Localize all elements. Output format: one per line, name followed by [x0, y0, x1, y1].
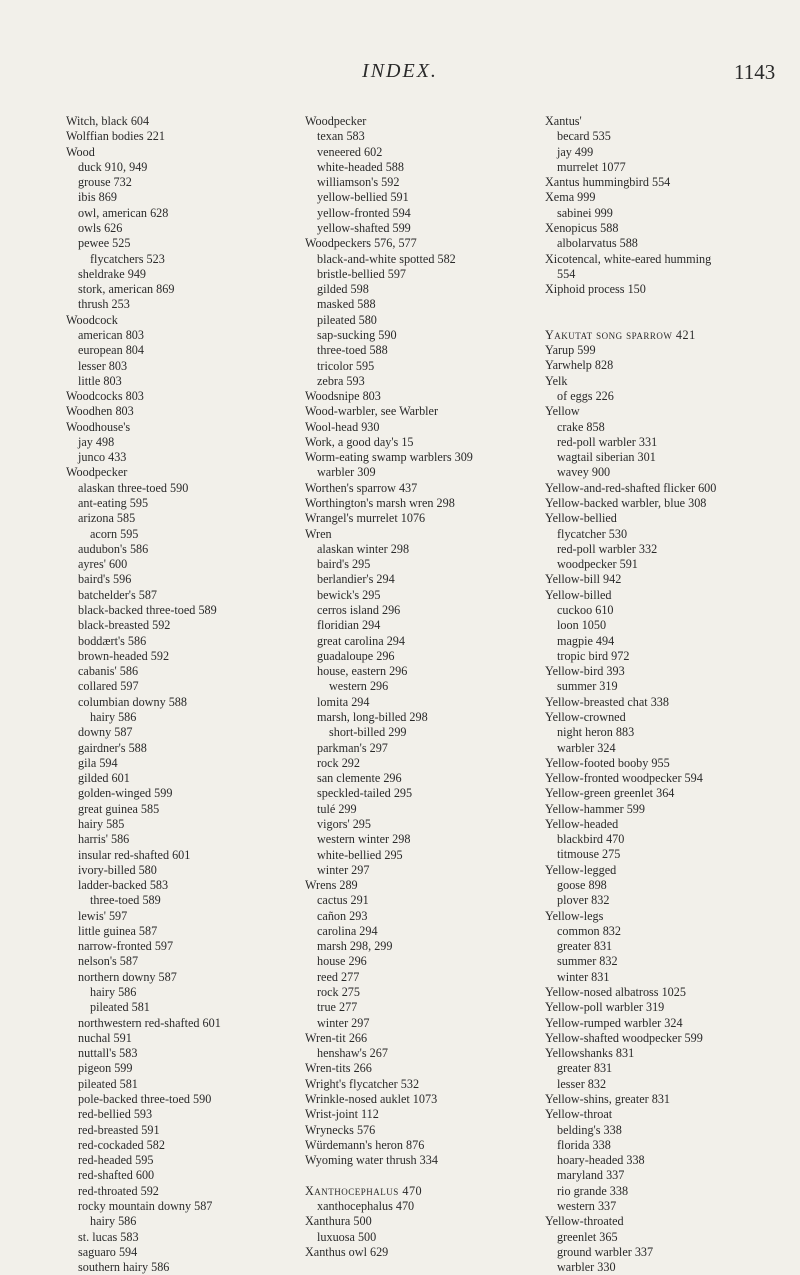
index-entry: narrow-fronted 597	[78, 939, 174, 954]
index-entry: Woodcock	[66, 312, 118, 327]
index-entry: Yellow-footed booby 955	[545, 755, 670, 770]
index-entry: red-breasted 591	[78, 1122, 160, 1137]
index-entry: summer 319	[557, 679, 618, 694]
index-entry: night heron 883	[557, 725, 635, 740]
index-entry: gairdner's 588	[78, 740, 147, 755]
index-entry: tricolor 595	[317, 358, 375, 373]
index-entry: pigeon 599	[78, 1061, 133, 1076]
index-entry: red-cockaded 582	[78, 1137, 165, 1152]
index-entry: yellow-shafted 599	[317, 220, 411, 235]
index-entry: columbian downy 588	[78, 694, 187, 709]
index-entry: rock 292	[317, 755, 360, 770]
index-entry: Woodsnipe 803	[305, 389, 381, 404]
index-entry: crake 858	[557, 419, 605, 434]
index-entry: european 804	[78, 343, 144, 358]
index-column-1	[66, 114, 308, 1275]
index-entry: Woodhen 803	[66, 404, 134, 419]
index-entry: flycatchers 523	[90, 251, 165, 266]
index-entry: black-backed three-toed 589	[78, 603, 217, 617]
index-entry: northern downy 587	[78, 969, 177, 984]
index-entry: Wool-head 930	[305, 419, 380, 434]
index-entry: belding's 338	[557, 1122, 622, 1137]
index-entry: collared 597	[78, 679, 139, 694]
index-entry: guadaloupe 296	[317, 648, 395, 663]
index-entry: Yellow	[545, 404, 580, 419]
index-entry: northwestern red-shafted 601	[78, 1015, 221, 1030]
index-entry: owls 626	[78, 220, 123, 235]
index-entry: Yellow-legs	[545, 908, 604, 923]
index-entry: Yellow-shafted woodpecker 599	[545, 1030, 703, 1045]
index-entry: Yellow-hammer 599	[545, 801, 645, 816]
running-title: INDEX.	[362, 60, 438, 82]
index-entry: Xanthura 500	[305, 1214, 372, 1229]
index-entry: white-headed 588	[317, 159, 404, 174]
index-entry: Wrens 289	[305, 878, 358, 893]
index-entry: hairy 585	[78, 816, 125, 831]
index-entry: of eggs 226	[557, 389, 614, 404]
index-entry: western winter 298	[317, 832, 411, 847]
index-entry: true 277	[317, 1000, 358, 1015]
index-entry: winter 297	[317, 862, 370, 877]
index-entry: Woodhouse's	[66, 419, 131, 434]
index-entry: Wrist-joint 112	[305, 1107, 379, 1122]
index-gap	[545, 297, 787, 312]
index-entry: Yellow-fronted woodpecker 594	[545, 771, 703, 786]
index-entry: alaskan winter 298	[317, 541, 410, 556]
index-entry: zebra 593	[317, 373, 365, 388]
index-entry: white-bellied 295	[317, 847, 403, 862]
index-entry: parkman's 297	[317, 740, 388, 755]
index-entry: Witch, black 604	[66, 114, 150, 128]
index-entry: Woodcocks 803	[66, 389, 144, 404]
index-entry: ibis 869	[78, 190, 117, 205]
index-entry: Wood	[66, 144, 95, 159]
index-entry: baird's 295	[317, 557, 371, 572]
index-entry: blackbird 470	[557, 832, 625, 847]
index-entry: greater 831	[557, 939, 613, 954]
index-entry: titmouse 275	[557, 847, 621, 862]
index-entry: house 296	[317, 954, 367, 969]
index-entry: Woodpecker	[305, 114, 367, 128]
index-entry: Worm-eating swamp warblers 309	[305, 450, 473, 465]
index-entry: Wood-warbler, see Warbler	[305, 404, 439, 419]
index-entry: audubon's 586	[78, 541, 149, 556]
index-entry: yellow-bellied 591	[317, 190, 409, 205]
index-entry: red-shafted 600	[78, 1168, 155, 1183]
index-entry: cabanis' 586	[78, 664, 139, 679]
index-entry: saguaro 594	[78, 1244, 138, 1259]
index-gap	[545, 313, 787, 328]
index-entry: batchelder's 587	[78, 587, 158, 602]
index-entry: Würdemann's heron 876	[305, 1137, 425, 1152]
index-entry: southern hairy 586	[78, 1260, 170, 1275]
index-entry: greenlet 365	[557, 1229, 618, 1244]
index-entry: maryland 337	[557, 1168, 625, 1183]
index-entry: florida 338	[557, 1137, 611, 1152]
index-entry: marsh 298, 299	[317, 939, 393, 954]
index-entry: henshaw's 267	[317, 1046, 388, 1061]
index-entry: Xema 999	[545, 190, 596, 205]
index-entry: hairy 586	[90, 1214, 137, 1229]
index-entry: house, eastern 296	[317, 664, 408, 679]
index-entry: rocky mountain downy 587	[78, 1198, 213, 1213]
index-entry: Yellow-poll warbler 319	[545, 1000, 665, 1015]
index-entry: stork, american 869	[78, 282, 175, 297]
page-number: 1143	[734, 60, 776, 84]
index-entry: great carolina 294	[317, 633, 405, 648]
index-entry: alaskan three-toed 590	[78, 480, 189, 495]
index-entry: luxuosa 500	[317, 1229, 377, 1244]
index-entry: Xenopicus 588	[545, 220, 619, 235]
index-entry: boddært's 586	[78, 633, 147, 648]
index-entry: summer 832	[557, 954, 618, 969]
index-entry: Wren-tits 266	[305, 1061, 372, 1076]
index-entry: little guinea 587	[78, 923, 158, 938]
index-entry: pileated 581	[90, 1000, 150, 1015]
index-entry: vigors' 295	[317, 816, 371, 831]
index-entry: ant-eating 595	[78, 496, 149, 511]
index-entry: insular red-shafted 601	[78, 847, 191, 862]
index-entry: lewis' 597	[78, 908, 128, 923]
index-entry: Woodpeckers 576, 577	[305, 236, 417, 251]
index-entry: american 803	[78, 327, 144, 342]
index-entry: brown-headed 592	[78, 648, 170, 663]
index-entry: cerros island 296	[317, 603, 401, 617]
index-entry: lesser 803	[78, 358, 128, 373]
index-entry: Xiphoid process 150	[545, 282, 646, 297]
index-entry: gilded 601	[78, 771, 130, 786]
index-column-3	[545, 114, 787, 1275]
index-entry: wagtail siberian 301	[557, 450, 656, 465]
index-entry: Wrangel's murrelet 1076	[305, 511, 426, 526]
index-entry: Wren	[305, 526, 332, 541]
index-entry: pole-backed three-toed 590	[78, 1092, 212, 1106]
index-entry: albolarvatus 588	[557, 236, 638, 251]
index-entry: arizona 585	[78, 511, 136, 526]
index-entry: greater 831	[557, 1061, 613, 1076]
index-entry: lomita 294	[317, 694, 370, 709]
index-entry: Xantus hummingbird 554	[545, 175, 671, 190]
index-entry: tulé 299	[317, 801, 357, 816]
index-entry: Yakutat song sparrow 421	[545, 327, 696, 342]
index-entry: 554	[557, 266, 576, 281]
index-entry: harris' 586	[78, 832, 130, 847]
index-entry: reed 277	[317, 969, 360, 984]
index-entry: red-poll warbler 331	[557, 434, 658, 449]
index-entry: masked 588	[317, 297, 376, 312]
index-entry: wavey 900	[557, 465, 611, 480]
index-entry: red-headed 595	[78, 1153, 154, 1168]
index-entry: pileated 581	[78, 1076, 138, 1091]
index-entry: ivory-billed 580	[78, 862, 157, 877]
index-gap	[305, 1168, 547, 1183]
index-entry: warbler 330	[557, 1260, 616, 1275]
index-entry: owl, american 628	[78, 205, 169, 220]
index-entry: grouse 732	[78, 175, 132, 190]
index-entry: warbler 324	[557, 740, 616, 755]
index-entry: acorn 595	[90, 526, 139, 541]
index-entry: Xanthus owl 629	[305, 1244, 389, 1259]
index-entry: red-throated 592	[78, 1183, 159, 1198]
index-entry: lesser 832	[557, 1076, 607, 1091]
index-entry: magpie 494	[557, 633, 615, 648]
index-entry: winter 831	[557, 969, 610, 984]
index-entry: veneered 602	[317, 144, 383, 159]
index-entry: xanthocephalus 470	[317, 1198, 415, 1213]
index-entry: ayres' 600	[78, 557, 128, 572]
index-entry: rio grande 338	[557, 1183, 629, 1198]
index-entry: ground warbler 337	[557, 1244, 654, 1259]
index-entry: texan 583	[317, 129, 365, 144]
index-entry: Yellow-breasted chat 338	[545, 694, 669, 709]
index-entry: Work, a good day's 15	[305, 434, 414, 449]
index-entry: three-toed 589	[90, 893, 161, 908]
index-entry: nelson's 587	[78, 954, 139, 969]
index-entry: Yellow-throated	[545, 1214, 624, 1229]
index-entry: Yarwhelp 828	[545, 358, 614, 373]
index-entry: ladder-backed 583	[78, 878, 169, 893]
index-entry: Yellow-legged	[545, 862, 617, 877]
index-entry: cactus 291	[317, 893, 369, 908]
index-entry: murrelet 1077	[557, 159, 626, 174]
index-entry: Yellowshanks 831	[545, 1046, 635, 1061]
index-entry: Yellow-backed warbler, blue 308	[545, 496, 707, 510]
index-entry: Yellow-bellied	[545, 511, 617, 526]
index-entry: jay 498	[78, 434, 115, 449]
index-entry: western 296	[329, 679, 389, 694]
index-entry: common 832	[557, 923, 621, 938]
index-entry: pewee 525	[78, 236, 131, 251]
index-entry: Xantus'	[545, 114, 582, 128]
index-column-2	[305, 114, 547, 1260]
index-entry: Yellow-and-red-shafted flicker 600	[545, 480, 717, 495]
index-entry: Wren-tit 266	[305, 1030, 368, 1045]
index-entry: speckled-tailed 295	[317, 786, 413, 801]
index-entry: Wrinkle-nosed auklet 1073	[305, 1092, 438, 1106]
index-entry: sap-sucking 590	[317, 327, 397, 342]
index-entry: Worthington's marsh wren 298	[305, 496, 455, 511]
index-entry: hairy 586	[90, 985, 137, 1000]
index-entry: carolina 294	[317, 923, 378, 938]
index-entry: gilded 598	[317, 282, 369, 297]
index-entry: nuttall's 583	[78, 1046, 138, 1061]
index-entry: hairy 586	[90, 709, 137, 724]
index-entry: loon 1050	[557, 618, 607, 633]
index-entry: floridian 294	[317, 618, 381, 633]
index-entry: warbler 309	[317, 465, 376, 480]
index-entry: golden-winged 599	[78, 786, 173, 801]
index-entry: great guinea 585	[78, 801, 160, 816]
index-entry: Wyoming water thrush 334	[305, 1153, 438, 1168]
index-entry: Yellow-crowned	[545, 709, 626, 724]
index-entry: Yellow-bird 393	[545, 664, 625, 679]
index-entry: cuckoo 610	[557, 602, 614, 617]
index-entry: Yellow-throat	[545, 1107, 613, 1122]
index-entry: three-toed 588	[317, 343, 388, 358]
index-entry: Yarup 599	[545, 343, 596, 358]
index-entry: becard 535	[557, 129, 611, 144]
index-entry: pileated 580	[317, 312, 377, 327]
index-entry: yellow-fronted 594	[317, 205, 411, 220]
index-entry: Wrynecks 576	[305, 1122, 376, 1137]
index-entry: black-and-white spotted 582	[317, 251, 456, 266]
index-entry: Yellow-bill 942	[545, 572, 622, 587]
index-entry: Xicotencal, white-eared humming	[545, 251, 712, 266]
index-entry: st. lucas 583	[78, 1229, 139, 1244]
index-entry: sabinei 999	[557, 205, 613, 220]
index-entry: rock 275	[317, 985, 360, 1000]
index-entry: marsh, long-billed 298	[317, 709, 428, 724]
index-entry: williamson's 592	[317, 175, 400, 190]
index-entry: gila 594	[78, 755, 118, 770]
index-entry: Wolffian bodies 221	[66, 129, 165, 144]
index-entry: winter 297	[317, 1015, 370, 1030]
index-entry: goose 898	[557, 878, 607, 893]
index-entry: san clemente 296	[317, 771, 402, 786]
index-entry: nuchal 591	[78, 1030, 132, 1045]
index-entry: flycatcher 530	[557, 526, 628, 541]
index-entry: Yellow-nosed albatross 1025	[545, 985, 686, 999]
index-entry: Yellow-green greenlet 364	[545, 786, 675, 801]
index-entry: bewick's 295	[317, 587, 381, 602]
index-entry: Yellow-billed	[545, 587, 612, 602]
index-entry: Woodpecker	[66, 465, 128, 480]
index-entry: thrush 253	[78, 297, 130, 312]
index-entry: Yellow-shins, greater 831	[545, 1091, 671, 1106]
index-entry: red-bellied 593	[78, 1107, 153, 1122]
index-entry: junco 433	[78, 450, 127, 465]
index-entry: Yellow-rumped warbler 324	[545, 1015, 683, 1030]
index-entry: duck 910, 949	[78, 159, 148, 174]
index-entry: short-billed 299	[329, 725, 407, 740]
index-entry: Yellow-headed	[545, 816, 619, 831]
index-entry: red-poll warbler 332	[557, 541, 658, 556]
index-entry: little 803	[78, 373, 122, 388]
index-entry: jay 499	[557, 144, 594, 159]
index-entry: Xanthocephalus 470	[305, 1183, 423, 1198]
index-entry: black-breasted 592	[78, 618, 171, 633]
index-entry: tropic bird 972	[557, 648, 630, 663]
index-entry: sheldrake 949	[78, 266, 147, 281]
index-entry: downy 587	[78, 725, 133, 740]
index-entry: western 337	[557, 1198, 617, 1213]
index-entry: berlandier's 294	[317, 572, 395, 587]
index-entry: Worthen's sparrow 437	[305, 480, 418, 495]
index-entry: baird's 596	[78, 572, 132, 587]
index-entry: bristle-bellied 597	[317, 266, 407, 281]
index-entry: plover 832	[557, 893, 610, 908]
index-entry: Yelk	[545, 373, 568, 388]
index-entry: cañon 293	[317, 908, 368, 923]
index-entry: Wright's flycatcher 532	[305, 1076, 420, 1091]
index-entry: hoary-headed 338	[557, 1153, 645, 1168]
index-entry: woodpecker 591	[557, 557, 638, 572]
